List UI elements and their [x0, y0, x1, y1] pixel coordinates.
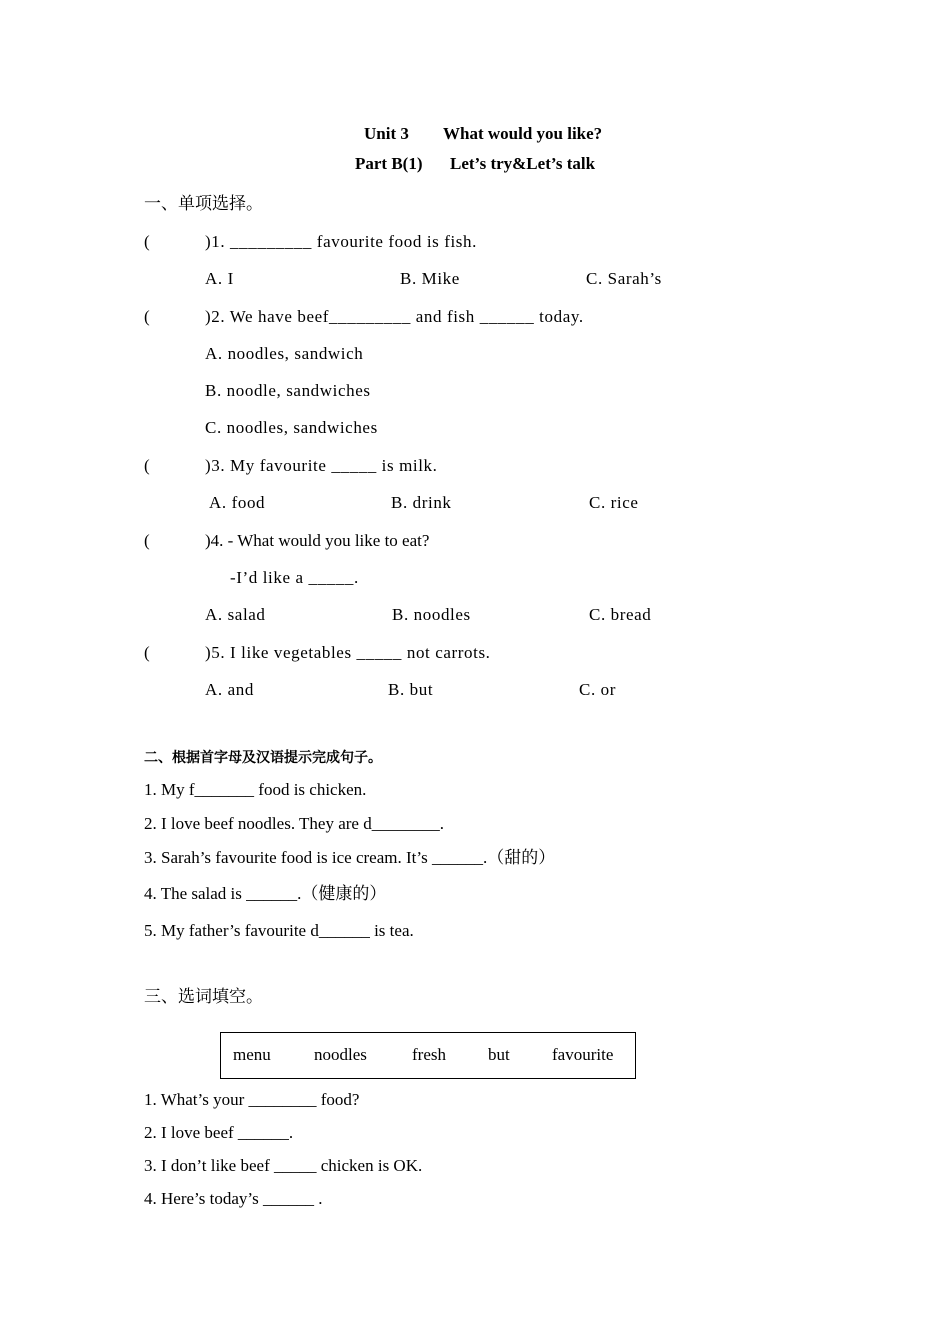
question-2-option-a: A. noodles, sandwich [205, 344, 364, 363]
question-3-option-c: C. rice [589, 493, 639, 512]
word-bank-box [220, 1032, 636, 1079]
unit-title: What would you like? [443, 124, 603, 143]
answer-paren-1: ( [144, 232, 150, 251]
question-5-option-b: B. but [388, 680, 434, 699]
section1-title: 一、单项选择。 [144, 194, 263, 214]
answer-paren-4: ( [144, 531, 150, 550]
section3-item-4: 4. Here’s today’s ______ . [144, 1189, 323, 1208]
word-bank-word: fresh [412, 1045, 446, 1064]
question-1-stem: )1. _________ favourite food is fish. [205, 232, 477, 251]
question-5-stem: )5. I like vegetables _____ not carrots. [205, 643, 491, 662]
question-2-option-b: B. noodle, sandwiches [205, 381, 371, 400]
section2-item-4: 4. The salad is ______.（健康的） [144, 884, 387, 903]
question-4-option-c: C. bread [589, 605, 652, 624]
section2-item-5: 5. My father’s favourite d______ is tea. [144, 921, 414, 940]
section3-item-3: 3. I don’t like beef _____ chicken is OK. [144, 1156, 423, 1175]
word-bank-word: favourite [552, 1045, 614, 1064]
question-1-option-c: C. Sarah’s [586, 269, 662, 288]
question-1-option-b: B. Mike [400, 269, 460, 288]
word-bank-word: noodles [314, 1045, 367, 1064]
question-2-stem: )2. We have beef_________ and fish ______ today. [205, 307, 584, 326]
answer-paren-3: ( [144, 456, 150, 475]
question-3-option-a: A. food [209, 493, 266, 512]
section3-title: 三、选词填空。 [144, 987, 263, 1007]
word-bank-word: but [488, 1045, 510, 1064]
question-4-stem: )4. - What would you like to eat? [205, 531, 430, 550]
question-1-option-a: A. I [205, 269, 234, 288]
section2-item-2: 2. I love beef noodles. They are d________. [144, 814, 444, 833]
answer-paren-5: ( [144, 643, 150, 662]
question-5-option-a: A. and [205, 680, 254, 699]
part-title: Let’s try&Let’s talk [450, 154, 596, 173]
question-3-stem: )3. My favourite _____ is milk. [205, 456, 438, 475]
question-5-option-c: C. or [579, 680, 616, 699]
answer-paren-2: ( [144, 307, 150, 326]
word-bank-word: menu [233, 1045, 271, 1064]
section2-title: 二、根据首字母及汉语提示完成句子。 [144, 750, 382, 766]
question-4-option-a: A. salad [205, 605, 266, 624]
section3-item-1: 1. What’s your ________ food? [144, 1090, 360, 1109]
section2-item-3: 3. Sarah’s favourite food is ice cream. It’s ______.（甜的） [144, 848, 556, 867]
part-label: Part B(1) [355, 154, 423, 173]
question-4-stem-reply: -I’d like a _____. [230, 568, 359, 587]
section2-item-1: 1. My f_______ food is chicken. [144, 780, 367, 799]
unit-label: Unit 3 [364, 124, 409, 143]
section3-item-2: 2. I love beef ______. [144, 1123, 294, 1142]
question-4-option-b: B. noodles [392, 605, 471, 624]
question-3-option-b: B. drink [391, 493, 452, 512]
question-2-option-c: C. noodles, sandwiches [205, 418, 378, 437]
